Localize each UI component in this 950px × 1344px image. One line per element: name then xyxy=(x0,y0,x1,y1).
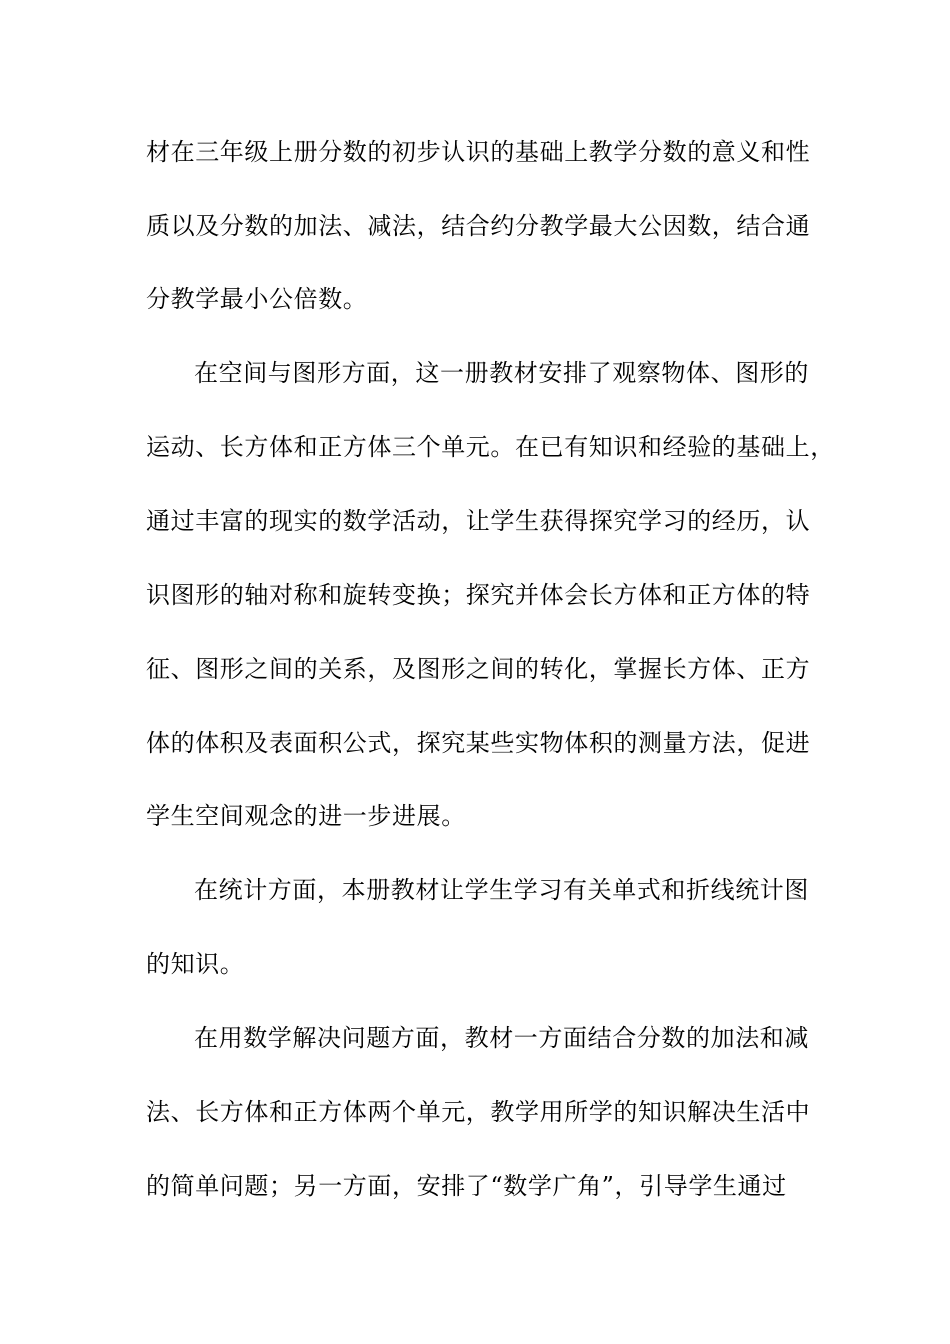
text-line-2: 质以及分数的加法、减法，结合约分教学最大公因数，结合通 xyxy=(146,212,811,240)
text-line-4: 在空间与图形方面，这一册教材安排了观察物体、图形的 xyxy=(194,359,809,387)
text-line-10: 学生空间观念的进一步进展。 xyxy=(146,802,466,830)
text-line-11: 在统计方面，本册教材让学生学习有关单式和折线统计图 xyxy=(194,876,809,904)
text-line-7: 识图形的轴对称和旋转变换；探究并体会长方体和正方体的特 xyxy=(146,581,811,609)
text-line-13: 在用数学解决问题方面，教材一方面结合分数的加法和减 xyxy=(194,1024,809,1052)
text-line-14: 法、长方体和正方体两个单元，教学用所学的知识解决生活中 xyxy=(146,1098,811,1126)
text-line-8: 征、图形之间的关系，及图形之间的转化，掌握长方体、正方 xyxy=(146,655,811,683)
text-line-9: 体的体积及表面积公式，探究某些实物体积的测量方法，促进 xyxy=(146,729,811,757)
text-line-3: 分教学最小公倍数。 xyxy=(146,285,368,313)
text-line-1: 材在三年级上册分数的初步认识的基础上教学分数的意义和性 xyxy=(146,138,811,166)
text-line-15: 的简单问题；另一方面，安排了“数学广角”，引导学生通过 xyxy=(146,1172,787,1200)
text-line-5: 运动、长方体和正方体三个单元。在已有知识和经验的基础上， xyxy=(146,433,835,461)
text-line-6: 通过丰富的现实的数学活动，让学生获得探究学习的经历，认 xyxy=(146,507,811,535)
text-line-12: 的知识。 xyxy=(146,950,245,978)
